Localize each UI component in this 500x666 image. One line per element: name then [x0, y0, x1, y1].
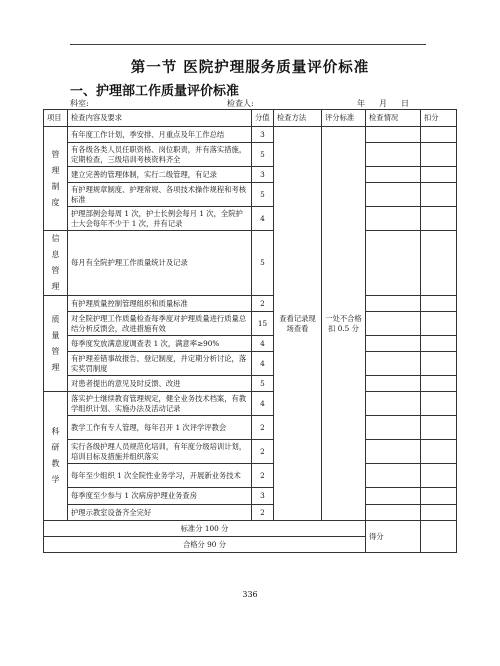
status-cell[interactable]	[366, 143, 421, 167]
content-cell: 有各级各类人员任职资格、岗位职责，并有落实措施，定期检查，三级培训考核资料齐全	[68, 143, 252, 167]
group-name: 管理制度	[51, 149, 60, 207]
content-cell: 对患者提出的意见及时反馈、改进	[68, 376, 252, 392]
status-cell[interactable]	[366, 127, 421, 143]
score-value-cell[interactable]	[421, 521, 457, 553]
table-row	[44, 392, 457, 416]
header-row	[44, 110, 457, 127]
header-deduction: 扣分	[421, 110, 457, 127]
status-cell[interactable]	[366, 464, 421, 488]
subtitle: 一、护理部工作质量评价标准	[70, 84, 240, 99]
group-cell	[44, 127, 68, 231]
header-content: 检查内容及要求	[68, 110, 252, 127]
table-row	[44, 505, 457, 521]
group-cell	[44, 392, 68, 521]
deduction-cell[interactable]	[421, 440, 457, 464]
table-row	[44, 143, 457, 167]
table-row	[44, 352, 457, 376]
score-cell: 2	[252, 416, 274, 440]
header-method: 检查方法	[274, 110, 322, 127]
deduction-cell[interactable]	[421, 464, 457, 488]
status-cell[interactable]	[366, 352, 421, 376]
group-cell	[44, 231, 68, 296]
table-row	[44, 127, 457, 143]
pass-score: 合格分 90 分	[44, 537, 366, 553]
status-cell[interactable]	[366, 440, 421, 464]
deduction-cell[interactable]	[421, 505, 457, 521]
content-cell: 有年度工作计划，季安排、月重点及年工作总结	[68, 127, 252, 143]
footer-row-standard	[44, 521, 457, 537]
table-row	[44, 488, 457, 505]
group-name: 质量管理	[51, 314, 60, 372]
deduction-cell[interactable]	[421, 167, 457, 183]
deduction-cell[interactable]	[421, 488, 457, 505]
evaluation-table	[43, 109, 457, 553]
table-row	[44, 336, 457, 352]
status-cell[interactable]	[366, 183, 421, 207]
deduction-cell[interactable]	[421, 336, 457, 352]
standard-total: 标准分 100 分	[44, 521, 366, 537]
status-cell[interactable]	[366, 416, 421, 440]
deduction-cell[interactable]	[421, 312, 457, 336]
table-row	[44, 376, 457, 392]
status-cell[interactable]	[366, 488, 421, 505]
score-cell: 3	[252, 167, 274, 183]
score-cell: 4	[252, 207, 274, 231]
table-row	[44, 464, 457, 488]
status-cell[interactable]	[366, 296, 421, 312]
score-cell: 5	[252, 231, 274, 296]
content-cell: 每月有全院护理工作质量统计及记录	[68, 231, 252, 296]
content-cell: 对全院护理工作质量检查每季度对护理质量进行质量总结分析反馈会，改进措施有效	[68, 312, 252, 336]
table-row	[44, 183, 457, 207]
header-standard: 评分标准	[322, 110, 366, 127]
content-cell: 每年至少组织 1 次全院性业务学习，开展新业务技术	[68, 464, 252, 488]
score-cell: 3	[252, 488, 274, 505]
deduction-cell[interactable]	[421, 376, 457, 392]
content-cell: 教学工作有专人管理，每年召开 1 次评学评教会	[68, 416, 252, 440]
deduction-cell[interactable]	[421, 231, 457, 296]
score-cell: 5	[252, 183, 274, 207]
header-score: 分值	[252, 110, 274, 127]
content-cell: 实行各级护理人员规范化培训，有年度分级培训计划，培训目标及措施并组织落实	[68, 440, 252, 464]
status-cell[interactable]	[366, 392, 421, 416]
table-row	[44, 296, 457, 312]
score-cell: 2	[252, 440, 274, 464]
status-cell[interactable]	[366, 312, 421, 336]
score-cell: 2	[252, 296, 274, 312]
standard-cell: 一处不合格扣 0.5 分	[322, 127, 366, 521]
group-name: 科研教学	[51, 427, 60, 484]
content-cell: 护理示教室设备齐全完好	[68, 505, 252, 521]
table-row	[44, 416, 457, 440]
status-cell[interactable]	[366, 505, 421, 521]
score-cell: 2	[252, 505, 274, 521]
method-cell: 查看记录现场查看	[274, 127, 322, 521]
content-cell: 有护理规章制度、护理常规、各项技术操作规程和考核标准	[68, 183, 252, 207]
header-status: 检查情况	[366, 110, 421, 127]
deduction-cell[interactable]	[421, 143, 457, 167]
section-title: 第一节 医院护理服务质量评价标准	[130, 59, 370, 76]
deduction-cell[interactable]	[421, 296, 457, 312]
status-cell[interactable]	[366, 207, 421, 231]
score-cell: 3	[252, 127, 274, 143]
status-cell[interactable]	[366, 167, 421, 183]
content-cell: 护理部例会每周 1 次，护士长例会每月 1 次，全院护士大会每年不少于 1 次，并有记录	[68, 207, 252, 231]
deduction-cell[interactable]	[421, 183, 457, 207]
content-cell: 有护理差错事故报告、登记制度，并定期分析讨论，落实奖罚制度	[68, 352, 252, 376]
content-cell: 有护理质量控制管理组织和质量标准	[68, 296, 252, 312]
deduction-cell[interactable]	[421, 207, 457, 231]
score-cell: 2	[252, 464, 274, 488]
top-rule	[70, 44, 426, 45]
deduction-cell[interactable]	[421, 392, 457, 416]
score-label: 得分	[366, 521, 421, 553]
content-cell: 每季度发放满意度调查表 1 次，满意率≥90%	[68, 336, 252, 352]
deduction-cell[interactable]	[421, 127, 457, 143]
table-row	[44, 312, 457, 336]
year-label: 年	[357, 99, 365, 108]
score-cell: 15	[252, 312, 274, 336]
score-cell: 4	[252, 392, 274, 416]
table-row	[44, 207, 457, 231]
status-cell[interactable]	[366, 336, 421, 352]
content-cell: 建立完善的管理体制，实行二级管理，有记录	[68, 167, 252, 183]
day-label: 日	[401, 99, 409, 108]
table-row	[44, 167, 457, 183]
table-row	[44, 231, 457, 296]
month-label: 月	[379, 99, 387, 108]
content-cell: 每季度至少参与 1 次病房护理业务查房	[68, 488, 252, 505]
header-item: 项目	[44, 110, 68, 127]
group-cell	[44, 296, 68, 392]
group-name: 信息管理	[51, 234, 60, 291]
inspector-label: 检查人:	[227, 99, 254, 108]
page-number: 336	[242, 590, 258, 599]
deduction-cell[interactable]	[421, 416, 457, 440]
score-cell: 4	[252, 352, 274, 376]
score-cell: 5	[252, 376, 274, 392]
status-cell[interactable]	[366, 376, 421, 392]
department-label: 科室:	[70, 99, 89, 108]
table-row	[44, 440, 457, 464]
content-cell: 落实护士继续教育管理规定，健全业务技术档案，有教学组织计划、实施办法及活动记录	[68, 392, 252, 416]
deduction-cell[interactable]	[421, 352, 457, 376]
status-cell[interactable]	[366, 231, 421, 296]
score-cell: 5	[252, 143, 274, 167]
score-cell: 4	[252, 336, 274, 352]
